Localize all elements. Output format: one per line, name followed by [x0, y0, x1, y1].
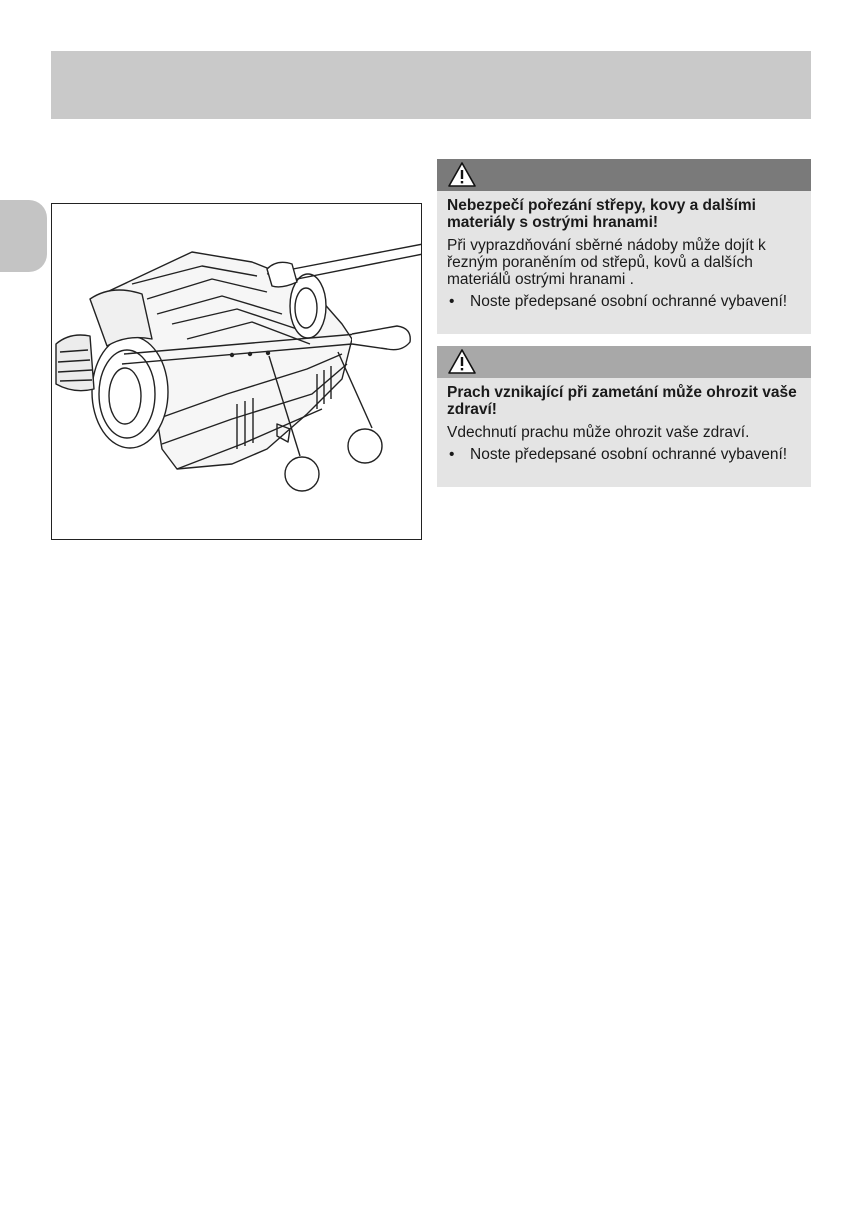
list-item-text: Noste předepsané osobní ochranné vybavení!: [470, 293, 788, 310]
warning-list: [447, 446, 801, 463]
chapter-tab: [0, 200, 47, 272]
warning-header: [437, 346, 811, 378]
bullet: •: [449, 446, 455, 463]
warning-text: Vdechnutí prachu může ohrozit vaše zdraví.: [447, 424, 750, 441]
list-item-text: Noste předepsané osobní ochranné vybavení!: [470, 446, 788, 463]
warning-list: [447, 293, 801, 310]
list-item: [447, 293, 801, 310]
sweeper-drawing: [52, 204, 422, 540]
list-item: [447, 446, 801, 463]
sweeper-illustration: [51, 203, 422, 540]
warning-triangle-icon: [447, 348, 477, 375]
warning-box-cuts: [437, 159, 811, 334]
warning-title: Nebezpečí pořezání střepy, kovy a dalšími materiály s ostrými hranami!: [447, 197, 756, 231]
bullet: •: [449, 293, 455, 310]
section-header-bar: [51, 51, 811, 119]
warning-header: [437, 159, 811, 191]
warning-text: Při vyprazdňování sběrné nádoby může dojít k řezným poraněním od střepů, kovů a dalších materiálů ostrými hranami .: [447, 237, 766, 288]
warning-title: Prach vznikající při zametání může ohrozit vaše zdraví!: [447, 384, 797, 418]
warning-triangle-icon: [447, 161, 477, 188]
warning-box-dust: [437, 346, 811, 487]
